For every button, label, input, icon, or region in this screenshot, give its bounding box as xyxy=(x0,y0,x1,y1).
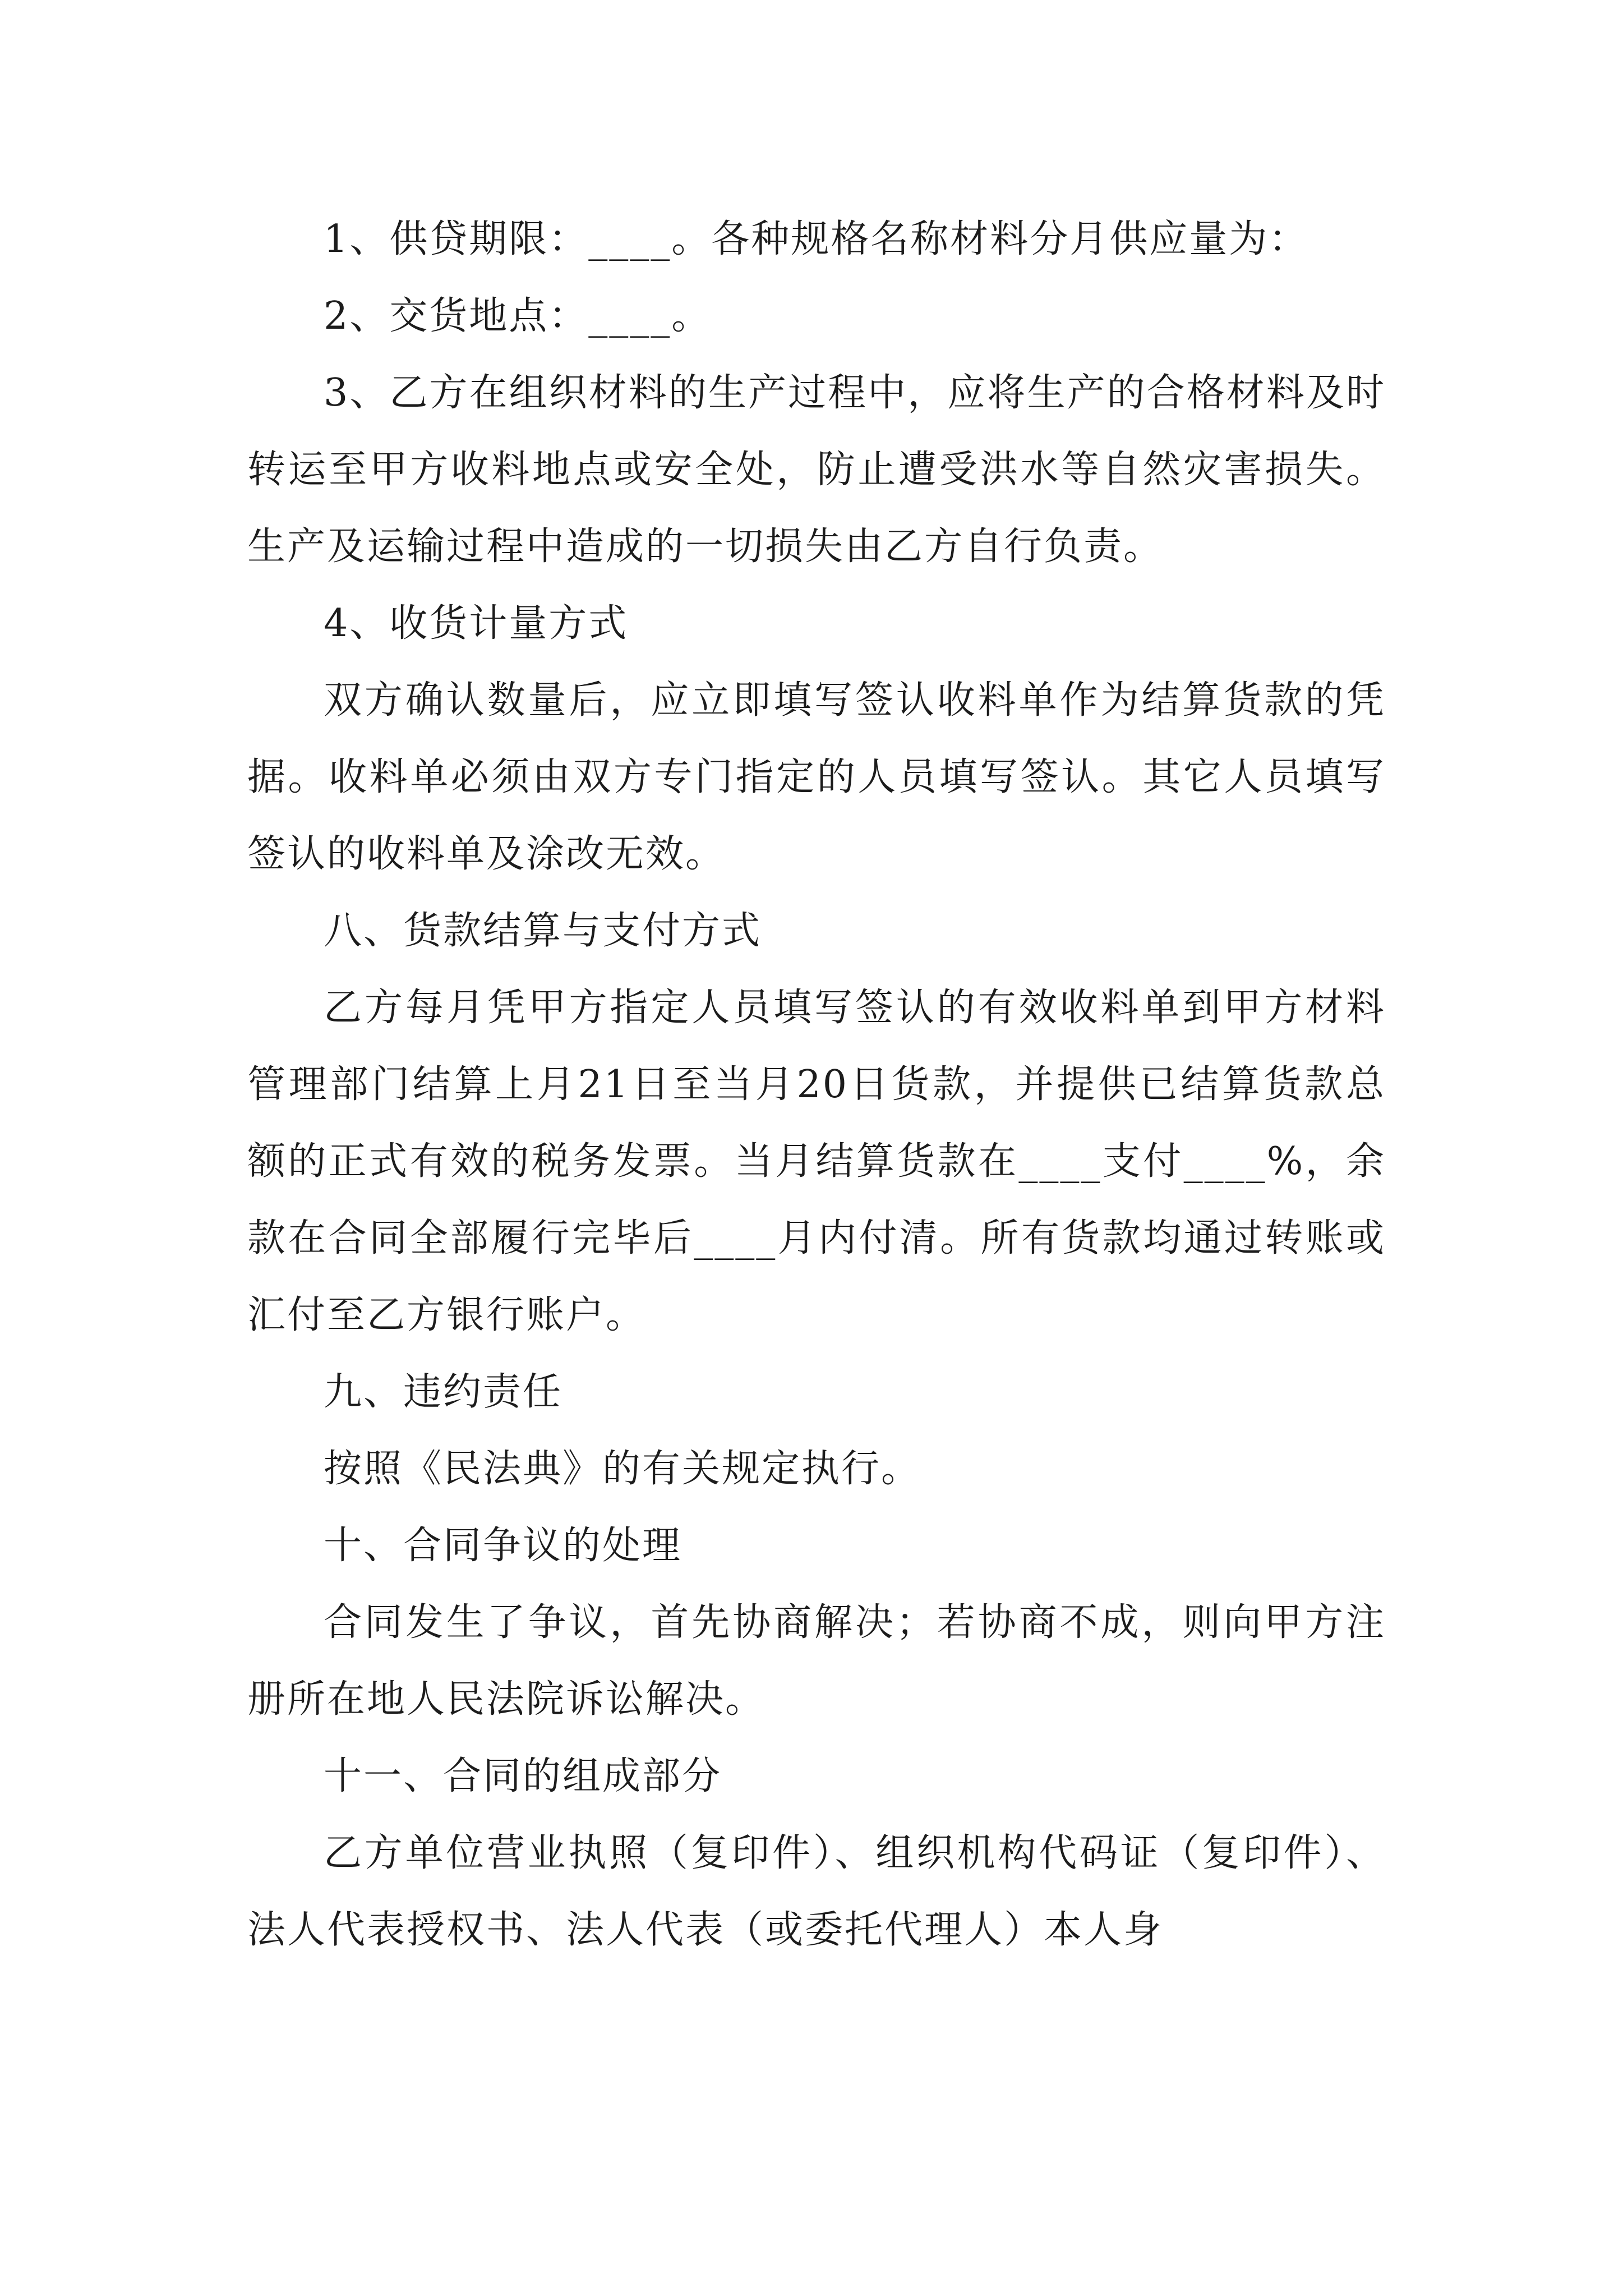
section-payment-heading: 八、货款结算与支付方式 xyxy=(324,909,762,953)
section-liability-heading: 九、违约责任 xyxy=(324,1370,563,1414)
clause-production-transport: 3、乙方在组织材料的生产过程中，应将生产的合格材料及时转运至甲方收料地点或安全处，防止遭受洪水等自然灾害损失。生产及运输过程中造成的一切损失由乙方自行负责。 xyxy=(247,371,1386,569)
section-liability-body: 按照《民法典》的有关规定执行。 xyxy=(324,1447,921,1491)
clause-measurement-heading: 4、收货计量方式 xyxy=(324,601,629,646)
section-components-body: 乙方单位营业执照（复印件）、组织机构代码证（复印件）、法人代表授权书、法人代表（或委托代理人）本人身 xyxy=(247,1831,1386,1952)
clause-delivery-location: 2、交货地点：____。 xyxy=(324,294,712,338)
section-payment-body: 乙方每月凭甲方指定人员填写签认的有效收料单到甲方材料管理部门结算上月21日至当月20日货款，并提供已结算货款总额的正式有效的税务发票。当月结算货款在____支付____%，余款在合同全部履行完毕后____月内付清。所有货款均通过转账或汇付至乙方银行账户。 xyxy=(247,986,1386,1337)
contract-body xyxy=(247,201,1386,1968)
clause-supply-period: 1、供贷期限：____。各种规格名称材料分月供应量为： xyxy=(324,217,1309,261)
section-components-heading: 十一、合同的组成部分 xyxy=(324,1754,722,1798)
clause-measurement-body: 双方确认数量后，应立即填写签认收料单作为结算货款的凭据。收料单必须由双方专门指定的人员填写签认。其它人员填写签认的收料单及涂改无效。 xyxy=(247,678,1386,876)
section-dispute-heading: 十、合同争议的处理 xyxy=(324,1524,683,1568)
section-dispute-body: 合同发生了争议，首先协商解决；若协商不成，则向甲方注册所在地人民法院诉讼解决。 xyxy=(247,1600,1386,1722)
